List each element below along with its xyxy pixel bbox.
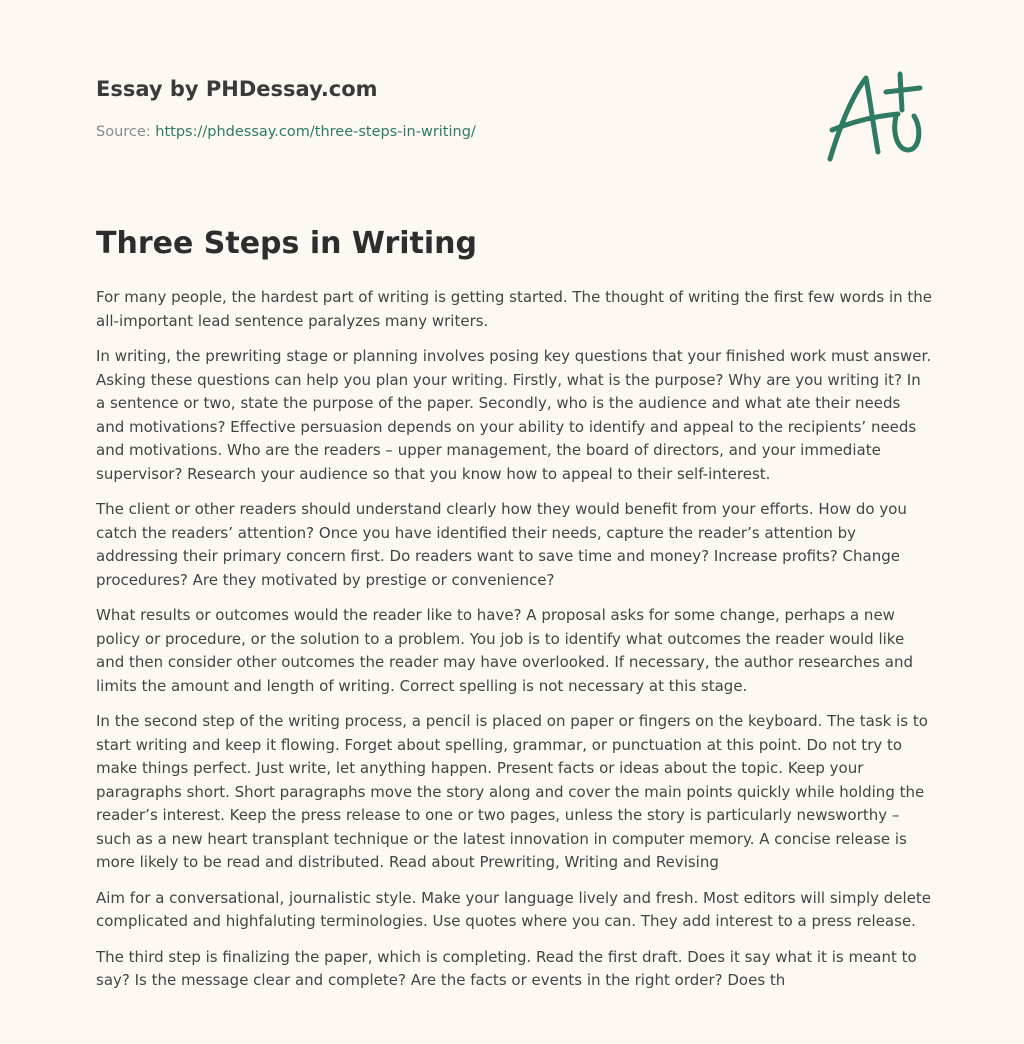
paragraph: For many people, the hardest part of writing is getting started. The thought of writing the first few words in the all-important lead sentence paralyzes many writers. bbox=[96, 288, 933, 330]
paragraph: The client or other readers should understand clearly how they would benefit from your efforts. How do you catch the readers’ attention? Once you have identified their needs, capture the reader’s attention by addressing their primary concern first. Do readers want to save time and money? Increase profits? Change procedures? Are they motivated by prestige or convenience? bbox=[96, 500, 907, 589]
site-brand: Essay by PHDessay.com bbox=[96, 77, 378, 101]
paragraph: Aim for a conversational, journalistic style. Make your language lively and fresh. Most editors will simply delete complicated and highfaluting terminologies. Use quotes where you can. They add interest to a press release. bbox=[96, 888, 932, 930]
source-line bbox=[96, 122, 796, 142]
source-link[interactable]: https://phdessay.com/three-steps-in-writing/ bbox=[155, 124, 476, 140]
paragraph: What results or outcomes would the reader like to have? A proposal asks for some change, perhaps a new policy or procedure, or the solution to a problem. You job is to identify what outcomes the reader would like and then consider other outcomes the reader may have overlooked. If necessary, the author researches and limits the amount and length of writing. Correct spelling is not necessary at this stage. bbox=[96, 606, 913, 695]
a-plus-logo-icon bbox=[818, 64, 930, 168]
source-label: Source: bbox=[96, 124, 151, 140]
essay-body bbox=[96, 286, 932, 1005]
paragraph: The third step is finalizing the paper, which is completing. Read the first draft. Does it say what it is meant to say? Is the message clear and complete? Are the facts or events in the right order? Does th bbox=[96, 947, 917, 989]
essay-title: Three Steps in Writing bbox=[96, 226, 478, 261]
essay-header bbox=[96, 74, 796, 142]
paragraph: In the second step of the writing process, a pencil is placed on paper or fingers on the keyboard. The task is to start writing and keep it flowing. Forget about spelling, grammar, or punctuation at this point. Do not try to make things perfect. Just write, let anything happen. Present facts or ideas about the topic. Keep your paragraphs short. Short paragraphs move the story along and cover the main points quickly while holding the reader’s interest. Keep the press release to one or two pages, unless the story is particularly newsworthy – such as a new heart transplant technique or the latest innovation in computer memory. A concise release is more likely to be read and distributed. Read about Prewriting, Writing and Revising bbox=[96, 712, 928, 871]
paragraph: In writing, the prewriting stage or planning involves posing key questions that your finished work must answer. Asking these questions can help you plan your writing. Firstly, what is the purpose? Why are you writing it? In a sentence or two, state the purpose of the paper. Secondly, who is the audience and what ate their needs and motivations? Effective persuasion depends on your ability to identify and appeal to the recipients’ needs and motivations. Who are the readers – upper management, the board of directors, and your immediate supervisor? Research your audience so that you know how to appeal to their self-interest. bbox=[96, 347, 932, 483]
